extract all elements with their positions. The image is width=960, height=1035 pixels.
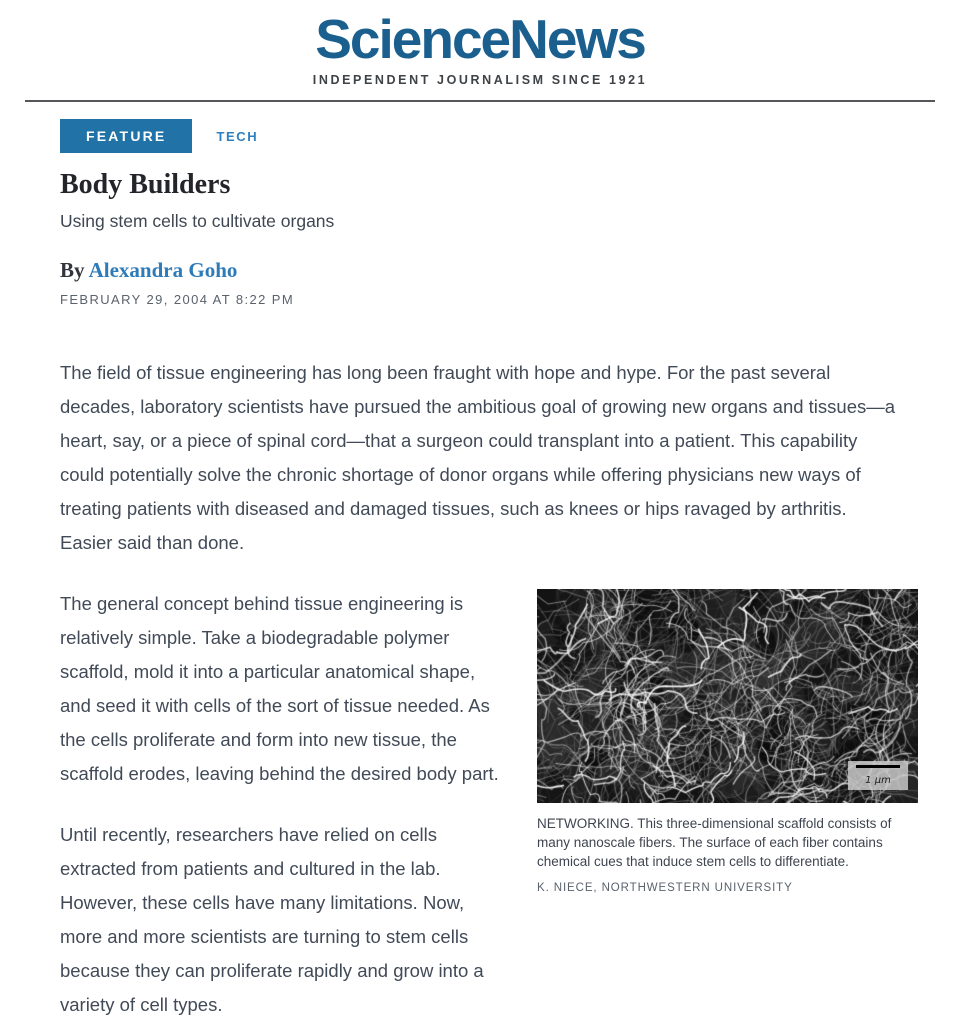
article-title: Body Builders bbox=[60, 169, 231, 200]
article-body bbox=[60, 119, 898, 1022]
byline-prefix: By bbox=[60, 258, 85, 282]
masthead bbox=[0, 0, 960, 87]
scale-bar-line bbox=[856, 765, 900, 768]
paragraph-3: Until recently, researchers have relied on cells extracted from patients and cultured in the lab. However, these cells have many limitations. Now, more and more scientists are turning to stem cells because they can proliferate rapidly and grow into a variety of cell types. bbox=[60, 824, 484, 1015]
category-row bbox=[60, 119, 898, 153]
publish-date: FEBRUARY 29, 2004 AT 8:22 PM bbox=[60, 292, 295, 307]
figure-credit: K. NIECE, NORTHWESTERN UNIVERSITY bbox=[537, 882, 793, 895]
byline bbox=[60, 258, 898, 283]
header-divider bbox=[25, 100, 935, 102]
topic-link-tech[interactable]: TECH bbox=[216, 128, 259, 144]
sem-image-frame bbox=[537, 589, 918, 803]
masthead-tagline: INDEPENDENT JOURNALISM SINCE 1921 bbox=[312, 73, 648, 87]
science-news-logo[interactable]: ScienceNews bbox=[315, 8, 645, 70]
article-figure bbox=[537, 589, 918, 894]
scale-bar bbox=[848, 761, 908, 790]
figure-caption: NETWORKING. This three-dimensional scaffold consists of many nanoscale fibers. The surface of each fiber contains chemical cues that induce stem cells to differentiate. bbox=[537, 816, 892, 870]
article-subtitle: Using stem cells to cultivate organs bbox=[60, 211, 335, 231]
author-link[interactable]: Alexandra Goho bbox=[88, 258, 238, 282]
paragraph-1: The field of tissue engineering has long been fraught with hope and hype. For the past several decades, laboratory scientists have pursued the ambitious goal of growing new organs and tissues—a heart, say, or a piece of spinal cord—that a surgeon could transplant into a patient. This capability could potentially solve the chronic shortage of donor organs while offering physicians new ways of treating patients with diseased and damaged tissues, such as knees or hips ravaged by arthritis. Easier said than done. bbox=[60, 362, 896, 553]
feature-badge[interactable]: FEATURE bbox=[60, 119, 192, 153]
paragraph-2: The general concept behind tissue engineering is relatively simple. Take a biodegradable polymer scaffold, mold it into a particular anatomical shape, and seed it with cells of the sort of tissue needed. As the cells proliferate and form into new tissue, the scaffold erodes, leaving behind the desired body part. bbox=[60, 593, 499, 784]
scale-bar-label: 1 μm bbox=[865, 775, 891, 786]
